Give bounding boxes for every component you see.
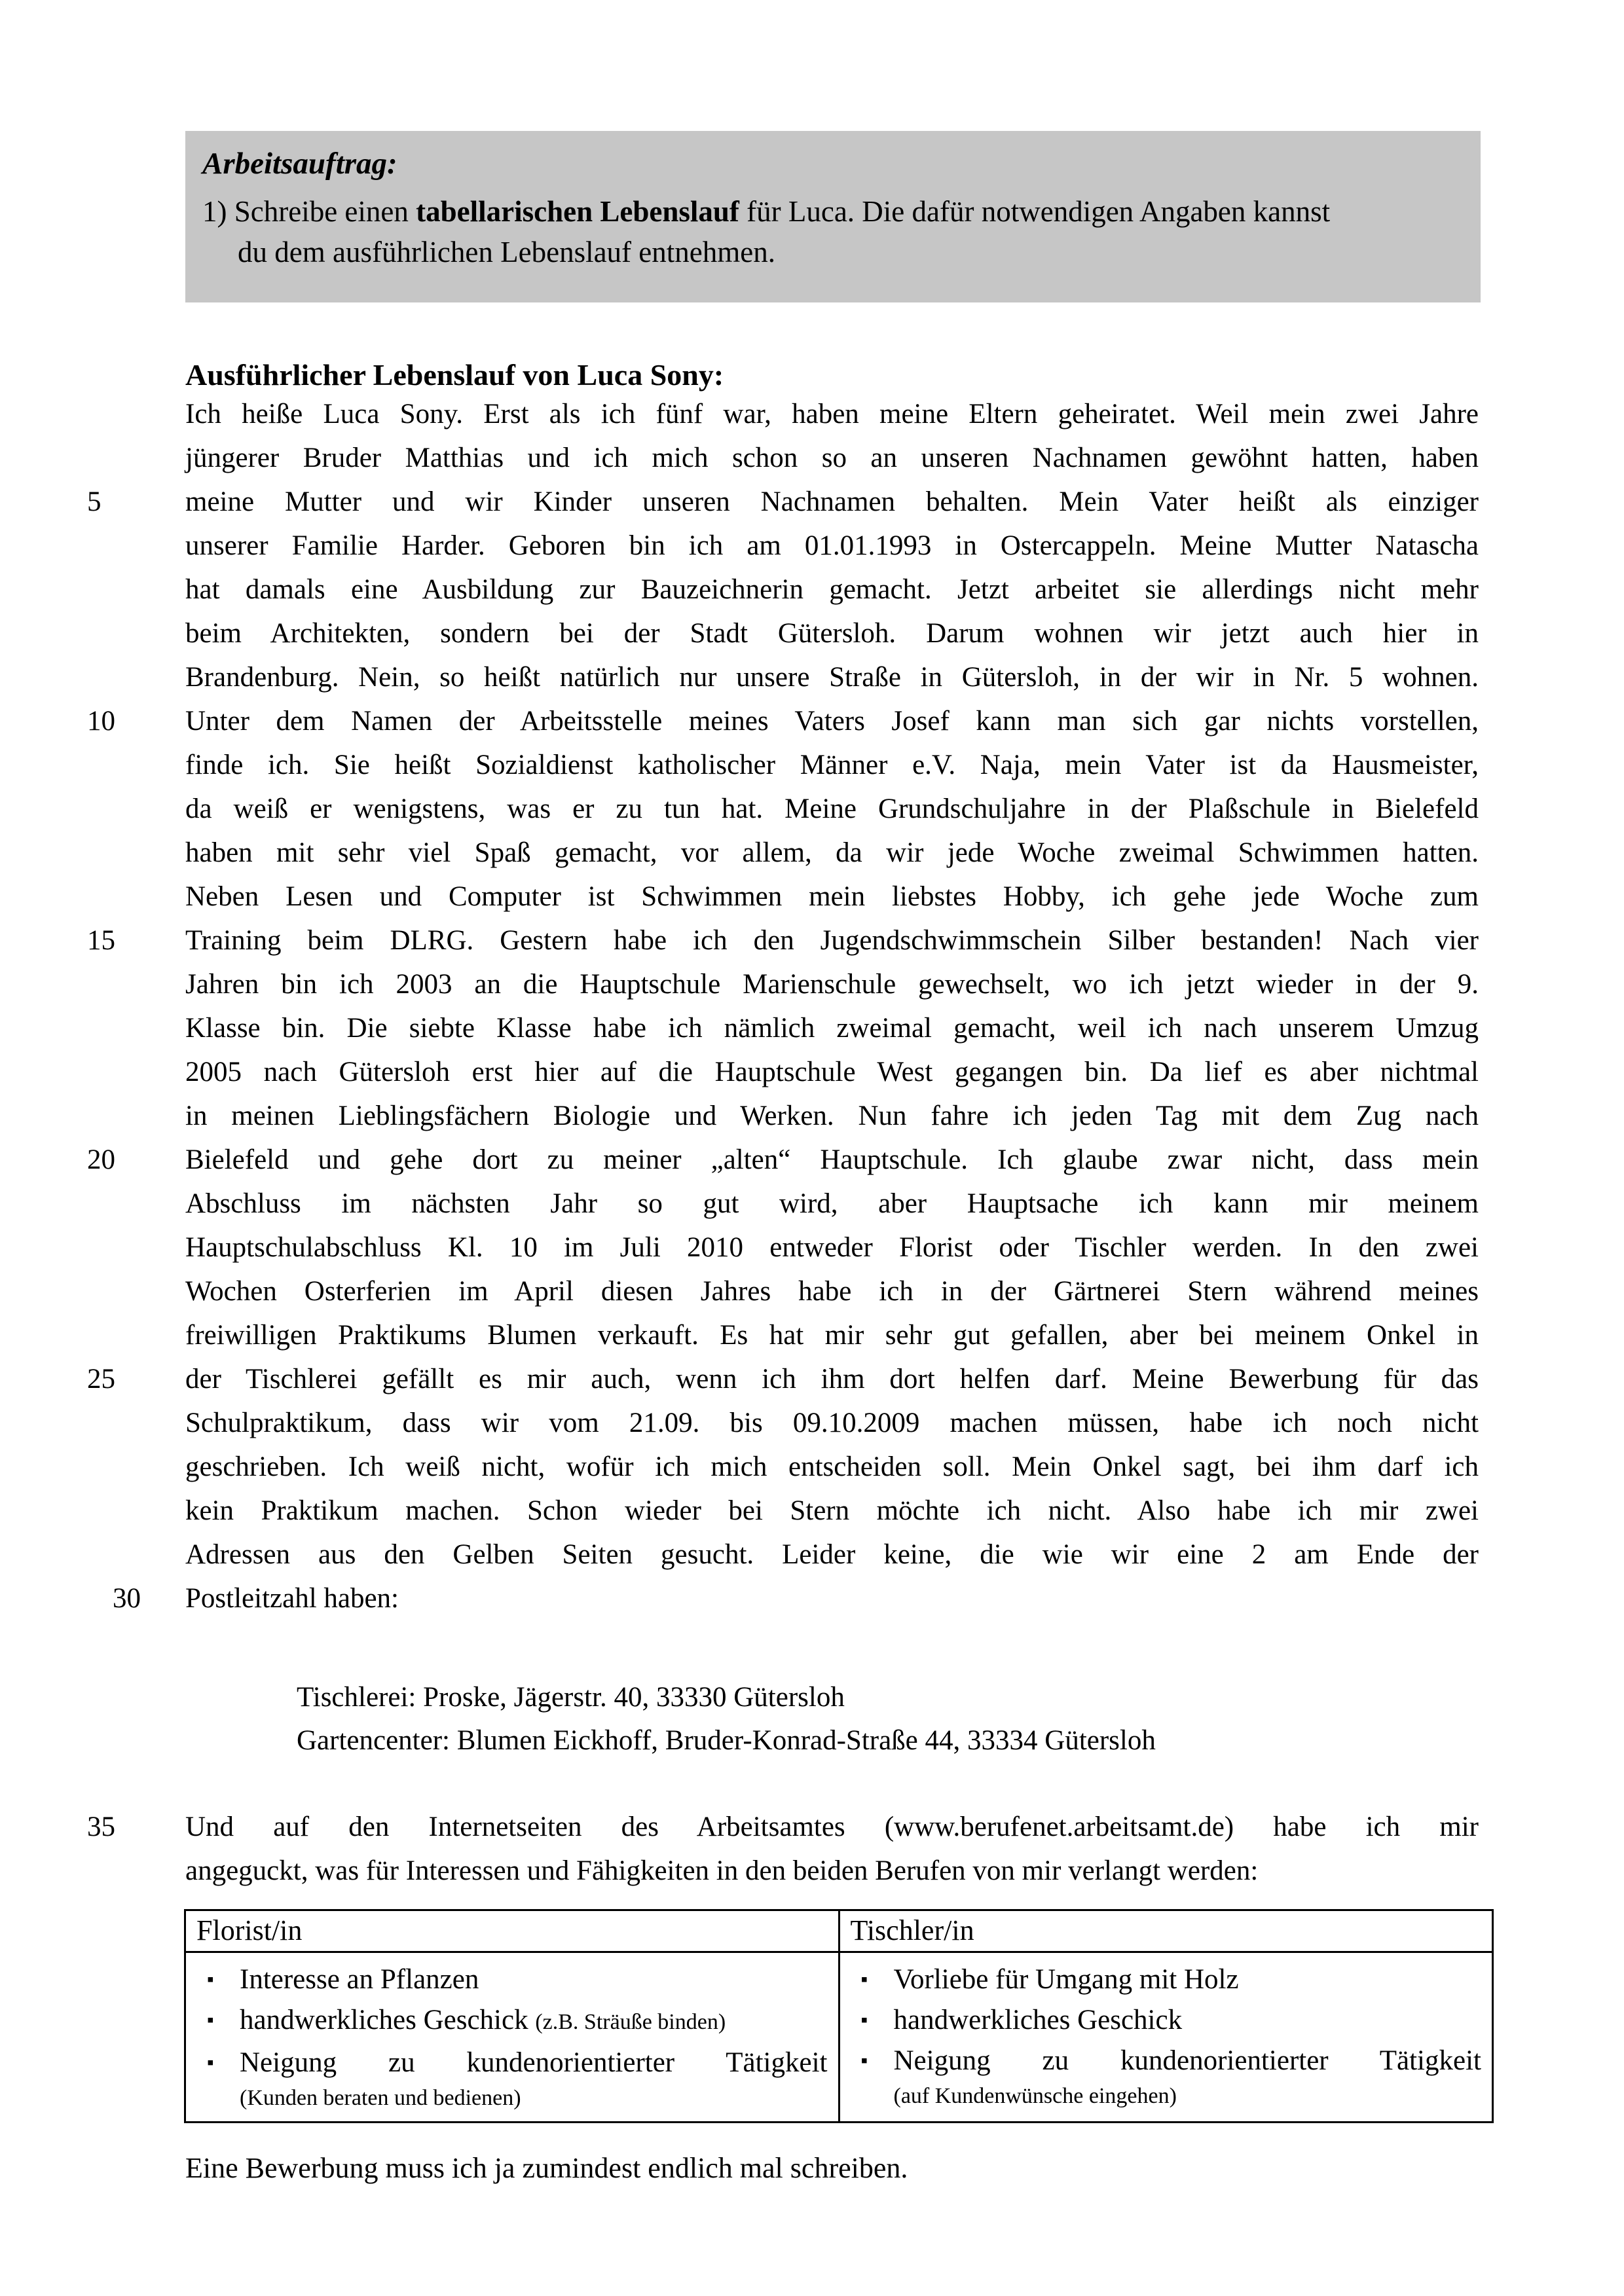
bullet-item-text xyxy=(894,1964,1239,1995)
instruction-suffix: für Luca. Die dafür notwendigen Angaben kannst xyxy=(739,195,1331,228)
essay-line-text: Unter dem Namen der Arbeitsstelle meines Vaters Josef kann man sich gar nichts vorstellen, xyxy=(185,706,1479,737)
second-paragraph xyxy=(87,1811,1479,1899)
bullet-main-text: handwerkliches Geschick xyxy=(893,2005,1183,2035)
paragraph-line xyxy=(87,1811,1479,1855)
florist-cell xyxy=(185,1952,840,2123)
essay-line xyxy=(185,1451,1479,1495)
essay-line xyxy=(185,837,1479,881)
essay-line xyxy=(87,705,1479,749)
bullet-icon: ▪ xyxy=(207,2009,214,2031)
essay-line-text: hat damals eine Ausbildung zur Bauzeichnerin gemacht. Jetzt arbeitet sie allerdings nicht mehr xyxy=(185,574,1479,605)
essay-line-text: Jahren bin ich 2003 an die Hauptschule Marienschule gewechselt, wo ich jetzt wieder in der 9. xyxy=(185,969,1479,1000)
essay-line xyxy=(185,1539,1479,1582)
table-header-florist: Florist/in xyxy=(185,1910,840,1952)
bullet-item xyxy=(196,1959,828,2000)
essay-line xyxy=(87,1144,1479,1188)
bullet-list-item xyxy=(851,2041,1482,2111)
bullet-note-below: (Kunden beraten und bedienen) xyxy=(240,2086,521,2110)
essay-line-text: geschrieben. Ich weiß nicht, wofür ich mich entscheiden soll. Mein Onkel sagt, bei ihm darf ich xyxy=(185,1451,1479,1482)
essay-body xyxy=(87,398,1479,1626)
bullet-main-text: handwerkliches Geschick xyxy=(240,2005,536,2035)
essay-line-text: Wochen Osterferien im April diesen Jahres habe ich in der Gärtnerei Stern während meines xyxy=(185,1276,1479,1307)
line-number: 15 xyxy=(87,925,115,956)
essay-line xyxy=(185,1407,1479,1451)
essay-line xyxy=(185,1495,1479,1539)
essay-line xyxy=(87,1363,1479,1407)
bullet-main-text: Interesse an Pflanzen xyxy=(240,1964,479,1995)
essay-line xyxy=(185,1231,1479,1275)
bullet-icon: ▪ xyxy=(860,1969,868,1990)
essay-line-text: Hauptschulabschluss Kl. 10 im Juli 2010 entweder Florist oder Tischler werden. In den zwei xyxy=(185,1232,1479,1263)
essay-line xyxy=(185,1275,1479,1319)
essay-line-text: Adressen aus den Gelben Seiten gesucht. Leider keine, die wie wir eine 2 am Ende der xyxy=(185,1539,1479,1570)
essay-line-text: Schulpraktikum, dass wir vom 21.09. bis 09.10.2009 machen müssen, habe ich noch nicht xyxy=(185,1408,1479,1438)
essay-line xyxy=(113,1582,1479,1626)
essay-line-text: Ich heiße Luca Sony. Erst als ich fünf war, haben meine Eltern geheiratet. Weil mein zwei Jahre xyxy=(185,399,1479,429)
address-line: Tischlerei: Proske, Jägerstr. 40, 33330 Gütersloh xyxy=(297,1682,845,1713)
closing-sentence: Eine Bewerbung muss ich ja zumindest endlich mal schreiben. xyxy=(185,2152,908,2184)
bullet-item-text xyxy=(240,1964,479,1995)
bullet-item-text xyxy=(240,2005,726,2035)
tischler-cell xyxy=(839,1952,1493,2123)
bullet-icon: ▪ xyxy=(860,2009,868,2031)
essay-section xyxy=(87,354,1479,1626)
essay-heading: Ausführlicher Lebenslauf von Luca Sony: xyxy=(185,358,724,392)
essay-line xyxy=(185,1100,1479,1144)
bullet-item xyxy=(851,1959,1482,2000)
bullet-main-text: Neigung zu kundenorientierter Tätigkeit xyxy=(240,2047,828,2078)
table-header-row xyxy=(185,1910,1493,1952)
line-number: 10 xyxy=(87,706,115,737)
essay-line xyxy=(185,398,1479,442)
essay-line xyxy=(185,1319,1479,1363)
essay-line-text: Neben Lesen und Computer ist Schwimmen mein liebstes Hobby, ich gehe jede Woche zum xyxy=(185,881,1479,912)
bullet-item-text xyxy=(894,2005,1183,2035)
bullet-item-text xyxy=(240,2043,828,2083)
essay-line xyxy=(185,1188,1479,1231)
paragraph-line-text: angeguckt, was für Interessen und Fähigkeiten in den beiden Berufen von mir verlangt werden: xyxy=(185,1855,1259,1886)
bullet-item-text xyxy=(894,2041,1482,2081)
essay-line xyxy=(87,924,1479,968)
paragraph-line xyxy=(185,1855,1479,1899)
bullet-list-item xyxy=(851,2000,1482,2041)
essay-line-text: Klasse bin. Die siebte Klasse habe ich nämlich zweimal gemacht, weil ich nach unserem Umzug xyxy=(185,1013,1479,1044)
bullet-main-text: Vorliebe für Umgang mit Holz xyxy=(893,1964,1239,1995)
bullet-icon: ▪ xyxy=(207,2052,214,2073)
paragraph-line-text: Und auf den Internetseiten des Arbeitsamtes (www.berufenet.arbeitsamt.de) habe ich mir xyxy=(185,1812,1479,1842)
essay-line xyxy=(87,486,1479,530)
assignment-box xyxy=(185,131,1481,302)
essay-line-text: beim Architekten, sondern bei der Stadt Gütersloh. Darum wohnen wir jetzt auch hier in xyxy=(185,618,1479,649)
line-number: 25 xyxy=(87,1364,115,1394)
essay-line-text: der Tischlerei gefällt es mir auch, wenn ich ihm dort helfen darf. Meine Bewerbung für das xyxy=(185,1364,1479,1394)
bullet-list-item xyxy=(196,1959,828,2000)
line-number: 20 xyxy=(87,1144,115,1175)
essay-line xyxy=(185,1012,1479,1056)
line-number: 30 xyxy=(113,1583,141,1614)
essay-line-text: unserer Familie Harder. Geboren bin ich am 01.01.1993 in Ostercappeln. Meine Mutter Natascha xyxy=(185,530,1479,561)
bullet-icon: ▪ xyxy=(207,1969,214,1990)
bullet-icon: ▪ xyxy=(860,2050,868,2071)
essay-line-text: 2005 nach Gütersloh erst hier auf die Hauptschule West gegangen bin. Da lief es aber nichtmal xyxy=(185,1057,1479,1087)
line-number: 5 xyxy=(87,486,101,517)
essay-line xyxy=(185,881,1479,924)
instruction-prefix: 1) Schreibe einen xyxy=(202,195,416,228)
assignment-instruction-line2: du dem ausführlichen Lebenslauf entnehmen. xyxy=(238,236,775,268)
address-block xyxy=(185,1676,1479,1762)
essay-line xyxy=(185,574,1479,617)
bullet-list-item xyxy=(196,2043,828,2113)
essay-line-text: jüngerer Bruder Matthias und ich mich schon so an unseren Nachnamen gewöhnt hatten, haben xyxy=(185,443,1479,473)
essay-line xyxy=(185,968,1479,1012)
table-header-tischler: Tischler/in xyxy=(839,1910,1493,1952)
professions-table xyxy=(184,1909,1494,2123)
instruction-bold: tabellarischen Lebenslauf xyxy=(416,195,739,228)
essay-line xyxy=(185,442,1479,486)
assignment-instruction xyxy=(202,191,1464,272)
bullet-note-inline: (z.B. Sträuße binden) xyxy=(535,2010,726,2034)
essay-line-text: da weiß er wenigstens, was er zu tun hat. Meine Grundschuljahre in der Plaßschule in Bielefeld xyxy=(185,793,1479,824)
essay-line xyxy=(185,749,1479,793)
table-body-row xyxy=(185,1952,1493,2123)
essay-line-text: Abschluss im nächsten Jahr so gut wird, aber Hauptsache ich kann mir meinem xyxy=(185,1188,1479,1219)
bullet-item xyxy=(851,2000,1482,2041)
bullet-note-below: (auf Kundenwünsche eingehen) xyxy=(893,2084,1177,2108)
bullet-item xyxy=(851,2041,1482,2081)
essay-line xyxy=(185,661,1479,705)
essay-line-text: freiwilligen Praktikums Blumen verkauft. Es hat mir sehr gut gefallen, aber bei meinem Onkel in xyxy=(185,1320,1479,1351)
bullet-main-text: Neigung zu kundenorientierter Tätigkeit xyxy=(893,2045,1481,2076)
essay-line xyxy=(185,1056,1479,1100)
essay-line-text: Brandenburg. Nein, so heißt natürlich nur unsere Straße in Gütersloh, in der wir in Nr. 5 wohnen. xyxy=(185,662,1479,693)
essay-line-text: in meinen Lieblingsfächern Biologie und Werken. Nun fahre ich jeden Tag mit dem Zug nach xyxy=(185,1101,1479,1131)
bullet-item xyxy=(196,2000,828,2043)
essay-line xyxy=(185,793,1479,837)
essay-line-text: haben mit sehr viel Spaß gemacht, vor allem, da wir jede Woche zweimal Schwimmen hatten. xyxy=(185,837,1479,868)
essay-line-text: kein Praktikum machen. Schon wieder bei Stern möchte ich nicht. Also habe ich mir zwei xyxy=(185,1495,1479,1526)
essay-line-text: meine Mutter und wir Kinder unseren Nachnamen behalten. Mein Vater heißt als einziger xyxy=(185,486,1479,517)
essay-line-text: Bielefeld und gehe dort zu meiner „alten“ Hauptschule. Ich glaube zwar nicht, dass mein xyxy=(185,1144,1479,1175)
essay-line xyxy=(185,530,1479,574)
bullet-list-item xyxy=(851,1959,1482,2000)
assignment-title: Arbeitsauftrag: xyxy=(202,147,397,181)
line-number: 35 xyxy=(87,1812,115,1842)
essay-line-text: Training beim DLRG. Gestern habe ich den Jugendschwimmschein Silber bestanden! Nach vier xyxy=(185,925,1479,956)
assignment-instruction-line1 xyxy=(202,191,1464,232)
essay-line xyxy=(185,617,1479,661)
bullet-item xyxy=(196,2043,828,2083)
address-line: Gartencenter: Blumen Eickhoff, Bruder-Konrad-Straße 44, 33334 Gütersloh xyxy=(297,1725,1156,1756)
essay-line-text: Postleitzahl haben: xyxy=(185,1583,399,1614)
bullet-list-item xyxy=(196,2000,828,2043)
essay-line-text: finde ich. Sie heißt Sozialdienst katholischer Männer e.V. Naja, mein Vater ist da Hausmeister, xyxy=(185,750,1479,780)
